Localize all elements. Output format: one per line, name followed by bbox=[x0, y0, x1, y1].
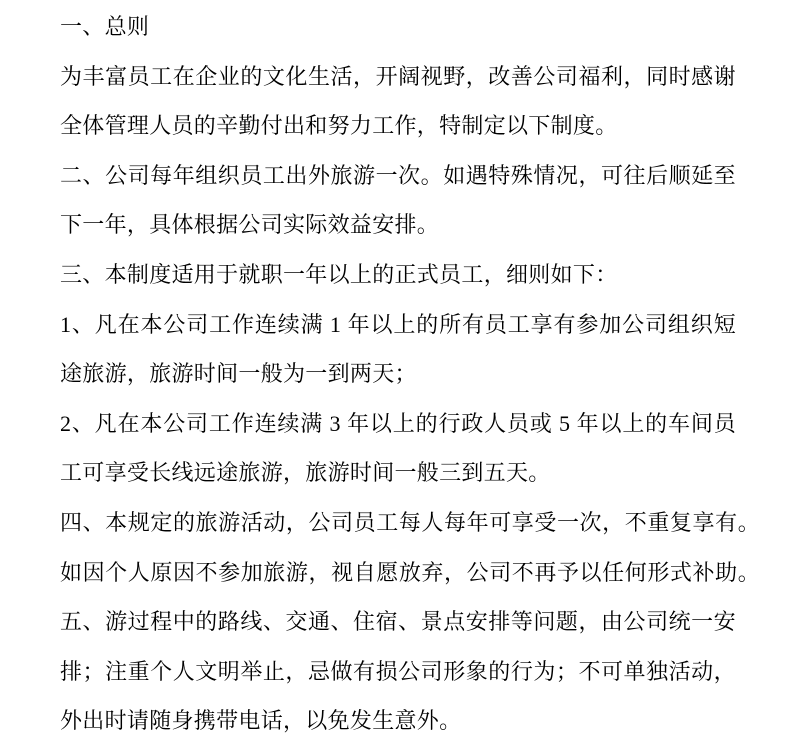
document-line: 排；注重个人文明举止，忌做有损公司形象的行为；不可单独活动， bbox=[60, 658, 736, 684]
document-line: 下一年，具体根据公司实际效益安排。 bbox=[60, 212, 440, 238]
document-line: 为丰富员工在企业的文化生活，开阔视野，改善公司福利，同时感谢 bbox=[60, 63, 736, 89]
document-line: 三、本制度适用于就职一年以上的正式员工，细则如下： bbox=[60, 261, 618, 287]
document-line: 外出时请随身携带电话，以免发生意外。 bbox=[60, 708, 462, 734]
document-line: 二、公司每年组织员工出外旅游一次。如遇特殊情况，可往后顺延至 bbox=[60, 162, 736, 188]
document-line: 四、本规定的旅游活动，公司员工每人每年可享受一次，不重复享有。 bbox=[60, 509, 760, 535]
document-line: 五、游过程中的路线、交通、住宿、景点安排等问题，由公司统一安 bbox=[60, 609, 736, 635]
document-line: 如因个人原因不参加旅游，视自愿放弃，公司不再予以任何形式补助。 bbox=[60, 559, 760, 585]
document-line: 2、凡在本公司工作连续满 3 年以上的行政人员或 5 年以上的车间员 bbox=[60, 410, 736, 436]
document-line: 工可享受长线远途旅游，旅游时间一般三到五天。 bbox=[60, 460, 551, 486]
document-line: 全体管理人员的辛勤付出和努力工作，特制定以下制度。 bbox=[60, 113, 618, 139]
document-line: 途旅游，旅游时间一般为一到两天； bbox=[60, 361, 417, 387]
document-line: 1、凡在本公司工作连续满 1 年以上的所有员工享有参加公司组织短 bbox=[60, 311, 736, 337]
document-line: 一、总则 bbox=[60, 14, 150, 39]
